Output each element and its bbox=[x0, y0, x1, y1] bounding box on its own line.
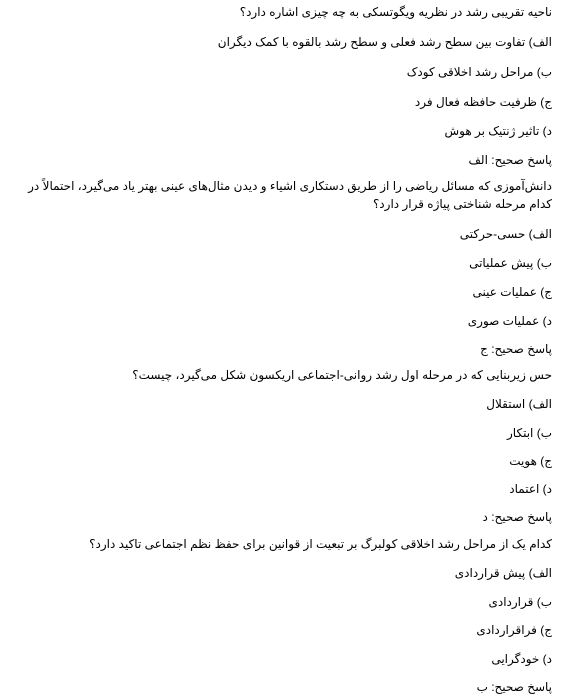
question-3-answer: پاسخ صحیح: د bbox=[482, 510, 552, 524]
question-2-option-a: الف) حسی-حرکتی bbox=[459, 227, 552, 241]
question-2-option-c: ج) عملیات عینی bbox=[472, 285, 552, 299]
question-4-answer: پاسخ صحیح: ب bbox=[476, 680, 552, 694]
question-4-option-a: الف) پیش قراردادی bbox=[454, 566, 552, 580]
question-1-option-c: ج) ظرفیت حافظه فعال فرد bbox=[414, 95, 552, 109]
question-1-option-a: الف) تفاوت بین سطح رشد فعلی و سطح رشد بالقوه با کمک دیگران bbox=[217, 35, 552, 49]
question-4-option-c: ج) فراقراردادی bbox=[476, 623, 552, 637]
question-3-option-c: ج) هویت bbox=[509, 454, 552, 468]
question-3-option-a: الف) استقلال bbox=[486, 397, 552, 411]
question-1-answer: پاسخ صحیح: الف bbox=[468, 153, 552, 167]
question-4-text: کدام یک از مراحل رشد اخلاقی کولبرگ بر تبعیت از قوانین برای حفظ نظم اجتماعی تاکید دارد؟ bbox=[89, 537, 552, 551]
question-2-option-b: ب) پیش عملیاتی bbox=[469, 256, 552, 270]
question-2-option-d: د) عملیات صوری bbox=[467, 314, 552, 328]
question-3-text: حس زیربنایی که در مرحله اول رشد روانی-اجتماعی اریکسون شکل می‌گیرد، چیست؟ bbox=[132, 368, 552, 382]
question-1-text: ناحیه تقریبی رشد در نظریه ویگوتسکی به چه چیزی اشاره دارد؟ bbox=[239, 5, 552, 19]
question-2-answer: پاسخ صحیح: ج bbox=[480, 342, 552, 356]
question-1-option-b: ب) مراحل رشد اخلاقی کودک bbox=[406, 65, 552, 79]
question-4-option-b: ب) قراردادی bbox=[488, 595, 552, 609]
question-3-option-d: د) اعتماد bbox=[509, 482, 552, 496]
question-2-text: دانش‌آموزی که مسائل ریاضی را از طریق دستکاری اشیاء و دیدن مثال‌های عینی بهتر یاد می‌گیرد، احتمالاً در کدام مرحله شناختی پیاژه قرار دارد؟ bbox=[28, 179, 552, 211]
question-3-option-b: ب) ابتکار bbox=[507, 426, 552, 440]
question-4-option-d: د) خودگرایی bbox=[491, 652, 552, 666]
question-1-option-d: د) تاثیر ژنتیک بر هوش bbox=[444, 124, 552, 138]
